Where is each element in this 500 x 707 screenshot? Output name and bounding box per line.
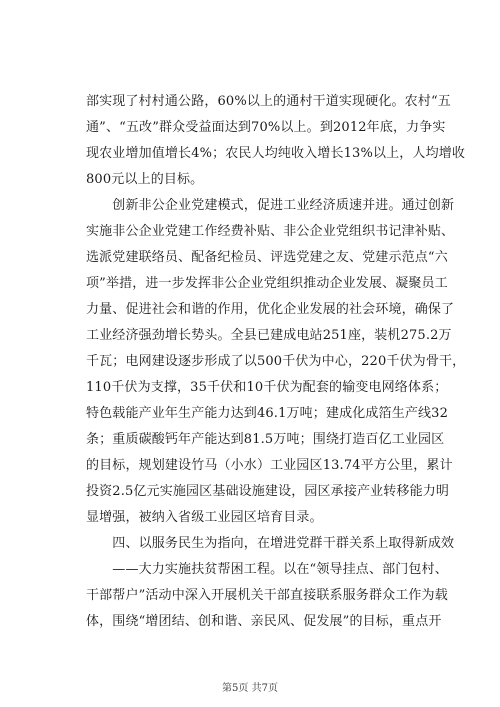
- text-line: 力量、促进社会和谐的作用，优化企业发展的社会环境，确保了: [86, 302, 455, 317]
- text-line: 的目标，规划建设竹马（小水）工业园区13.74平方公里，累计: [86, 458, 453, 473]
- text-line: 通”、“五改”群众受益面达到70%以上。到2012年底，力争实: [86, 120, 446, 135]
- text-line: 工业经济强劲增长势头。全县已建成电站251座，装机275.2万: [86, 328, 452, 343]
- text-line: 现农业增加值增长4%；农民人均纯收入增长13%以上，人均增收: [86, 146, 466, 161]
- text-line: 体，围绕“增团结、创和谐、亲民风、促发展”的目标，重点开: [86, 614, 442, 629]
- section-heading: 四、以服务民生为指向，在增进党群干群关系上取得新成效: [86, 536, 455, 551]
- text-line: 干部帮户”活动中深入开展机关干部直接联系服务群众工作为载: [86, 588, 448, 603]
- text-line: 显增强，被纳入省级工业园区培育目录。: [86, 510, 323, 525]
- text-line: 110千伏为支撑，35千伏和10千伏为配套的输变电网络体系；: [86, 380, 448, 395]
- text-line: 特色载能产业年生产能力达到46.1万吨；建成化成箔生产线32: [86, 406, 448, 421]
- text-line: 创新非公企业党建模式，促进工业经济质速并进。通过创新: [86, 198, 455, 213]
- text-line: 选派党建联络员、配备纪检员、评选党建之友、党建示范点“六: [86, 250, 448, 265]
- text-line: 部实现了村村通公路，60%以上的通村干道实现硬化。农村“五: [86, 94, 451, 109]
- text-line: ——大力实施扶贫帮困工程。以在“领导挂点、部门包村、: [86, 562, 448, 577]
- page-number-footer: 第5页 共7页: [222, 683, 278, 694]
- text-line: 800元以上的目标。: [86, 172, 204, 187]
- text-line: 千瓦；电网建设逐步形成了以500千伏为中心，220千伏为骨干，: [86, 354, 466, 369]
- text-line: 条；重质碳酸钙年产能达到81.5万吨；围绕打造百亿工业园区: [86, 432, 445, 447]
- text-line: 实施非公企业党建工作经费补贴、非公企业党组织书记津补贴、: [86, 224, 455, 239]
- text-line: 投资2.5亿元实施园区基础设施建设，园区承接产业转移能力明: [86, 484, 450, 499]
- text-line: 项”举措，进一步发挥非公企业党组织推动企业发展、凝聚员工: [86, 276, 448, 291]
